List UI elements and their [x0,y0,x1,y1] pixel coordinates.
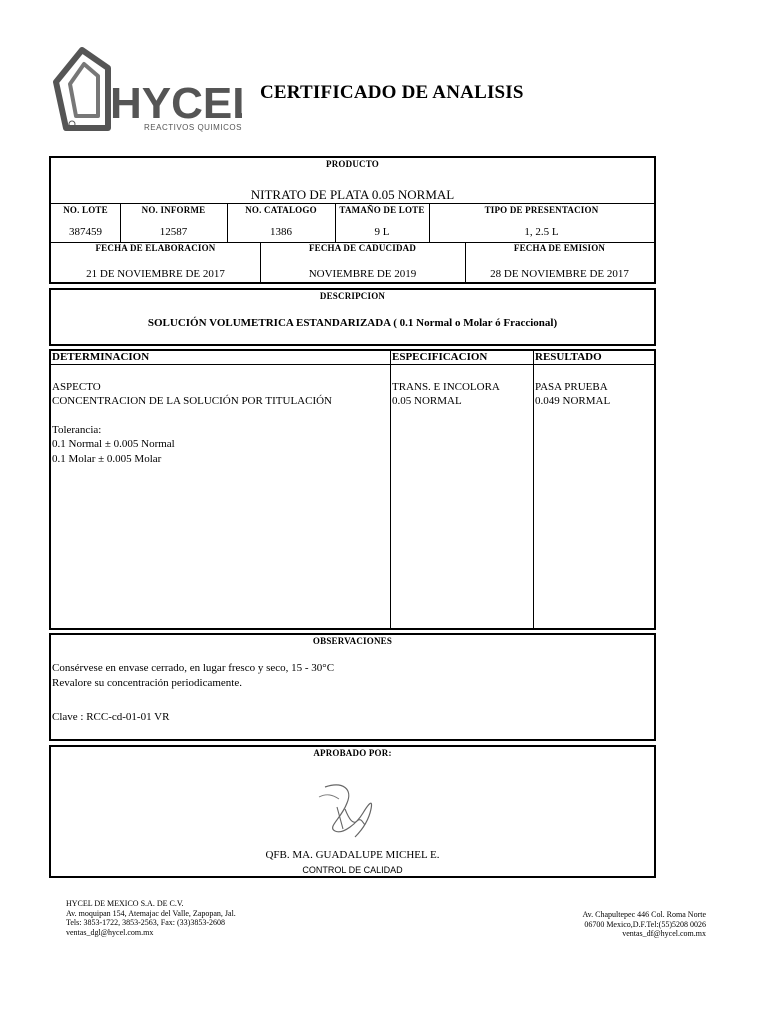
footer-address: Av. moquipan 154, Atemajac del Valle, Zapopan, Jal. [66,908,236,918]
observations-section [49,633,656,741]
product-label: PRODUCTO [326,159,379,169]
table-row-result: PASA PRUEBA [535,381,608,393]
approval-section [49,745,656,878]
approver-department: CONTROL DE CALIDAD [302,865,403,875]
informe-value: 12587 [159,226,188,238]
informe-label: NO. INFORME [141,205,206,215]
approval-label: APROBADO POR: [313,748,392,758]
document-title: CERTIFICADO DE ANALISIS [260,82,524,103]
description-label: DESCRIPCION [319,291,386,301]
catalogo-value: 1386 [270,226,292,238]
product-section [49,156,656,284]
footer-phones: Tels: 3853-1722, 3853-2563, Fax: (33)3853-2608 [66,918,225,927]
logo-text: HYCE [110,79,233,128]
tolerance-label: Tolerancia: [52,424,102,436]
description-section [49,288,656,346]
product-name: NITRATO DE PLATA 0.05 NORMAL [250,187,455,202]
approver-name: QFB. MA. GUADALUPE MICHEL E. [265,849,440,861]
fecha-emision-label: FECHA DE EMISION [513,243,606,253]
footer-right [582,910,706,939]
presentacion-label: TIPO DE PRESENTACION [484,205,599,215]
footer-email-df: ventas_df@hycel.com.mx [622,929,706,938]
description-text: SOLUCIÓN VOLUMETRICA ESTANDARIZADA ( 0.1 Normal o Molar ó Fraccional) [147,317,558,329]
footer-company: HYCEL DE MEXICO S.A. DE C.V. [66,899,184,908]
table-row-specification: TRANS. E INCOLORA [392,381,500,393]
footer-email: ventas_dgl@hycel.com.mx [66,927,154,937]
house-logo-icon [52,44,242,134]
lote-value: 387459 [69,226,102,238]
logo-subtext: REACTIVOS QUIMICOS [144,123,242,132]
hycel-logo [52,44,242,134]
table-row-result: 0.049 NORMAL [535,395,611,407]
tamano-lote-label: TAMAÑO DE LOTE [339,205,425,215]
fecha-caducidad-label: FECHA DE CADUCIDAD [308,243,417,253]
tolerance-normal: 0.1 Normal ± 0.005 Normal [52,438,175,450]
column-header-especificacion: ESPECIFICACION [392,351,488,363]
tamano-lote-value: 9 L [374,226,390,238]
fecha-caducidad-value: NOVIEMBRE DE 2019 [308,268,417,280]
table-row-specification: 0.05 NORMAL [392,395,462,407]
observations-label: OBSERVACIONES [312,636,393,646]
column-header-resultado: RESULTADO [535,351,602,363]
fecha-emision-value: 28 DE NOVIEMBRE DE 2017 [490,268,629,280]
observation-line: Revalore su concentración periodicamente. [52,677,242,689]
footer-city-df: 06700 Mexico,D.F.Tel:(55)5208 0026 [584,919,706,929]
table-row-determination: CONCENTRACION DE LA SOLUCIÓN POR TITULACIÓN [52,395,332,407]
table-row-determination: ASPECTO [52,381,101,393]
tolerance-molar: 0.1 Molar ± 0.005 Molar [52,453,162,465]
presentacion-value: 1, 2.5 L [524,226,559,238]
fecha-elaboracion-value: 21 DE NOVIEMBRE DE 2017 [86,268,225,280]
clave-text: Clave : RCC-cd-01-01 VR [52,711,170,723]
footer-address-df: Av. Chapultepec 446 Col. Roma Norte [582,910,706,919]
catalogo-label: NO. CATALOGO [245,205,317,215]
observation-line: Consérvese en envase cerrado, en lugar fresco y seco, 15 - 30°C [52,662,335,674]
signature-icon [313,779,393,845]
lote-label: NO. LOTE [63,205,108,215]
column-header-determinacion: DETERMINACION [52,351,150,363]
analysis-table [49,349,656,630]
fecha-elaboracion-label: FECHA DE ELABORACION [95,243,216,253]
footer-left [66,899,236,937]
